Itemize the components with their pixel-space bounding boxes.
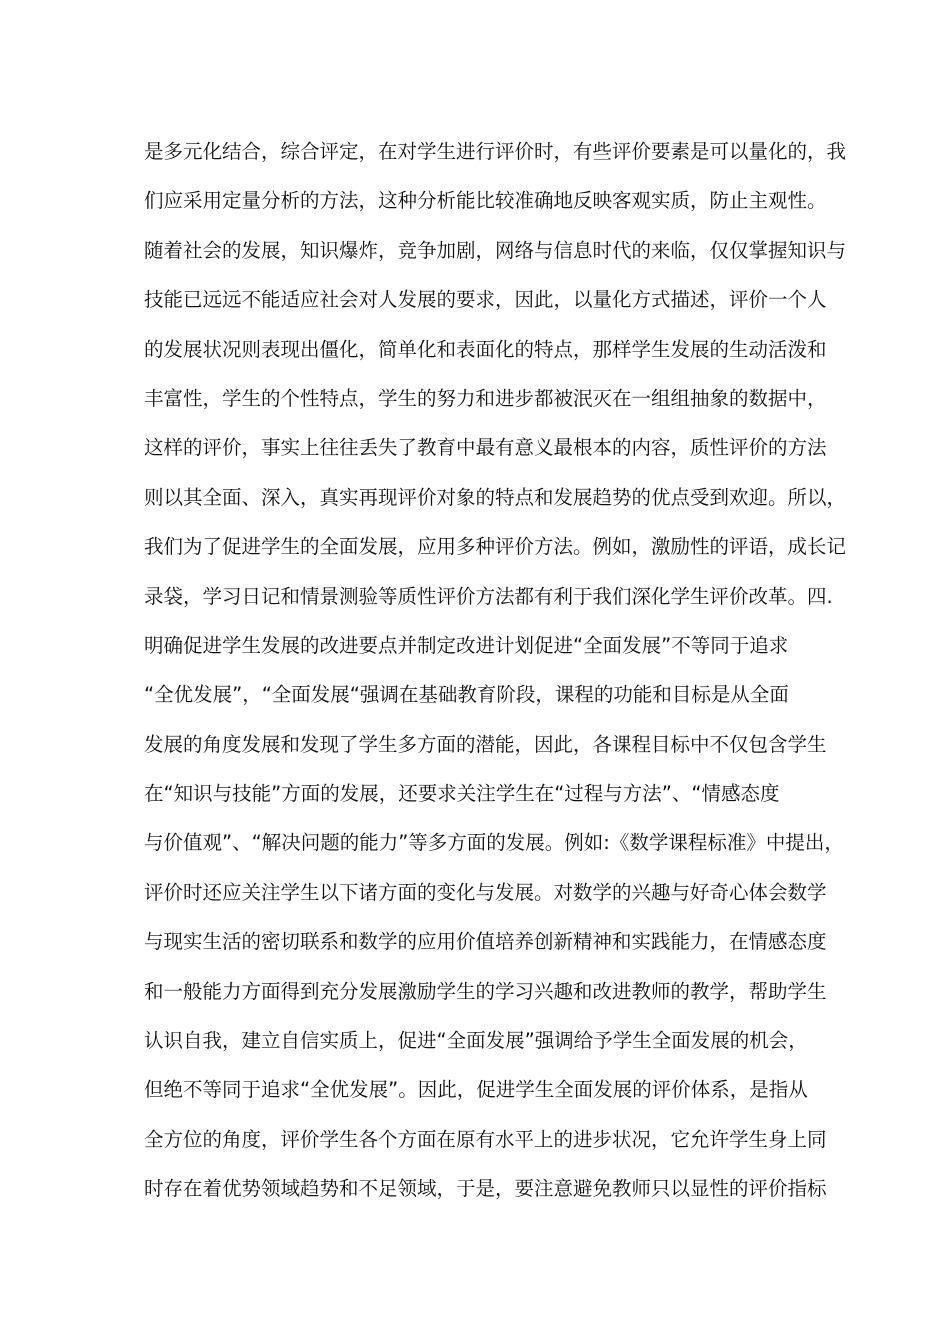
text-line: “全优发展”，“全面发展“强调在基础教育阶段，课程的功能和目标是从全面 xyxy=(144,683,789,707)
text-line: 们应采用定量分析的方法，这种分析能比较准确地反映客观实质，防止主观性。 xyxy=(144,189,827,213)
text-line: 是多元化结合，综合评定，在对学生进行评价时，有些评价要素是可以量化的，我 xyxy=(144,140,847,163)
text-line: 但绝不等同于追求“全优发展”。因此，促进学生全面发展的评价体系，是指从 xyxy=(144,1078,808,1102)
text-line: 时存在着优势领域趋势和不足领域，于是，要注意避免教师只以显性的评价指标 xyxy=(144,1177,827,1201)
text-line: 随着社会的发展，知识爆炸，竞争加剧，网络与信息时代的来临，仅仅掌握知识与 xyxy=(144,238,847,262)
text-line: 明确促进学生发展的改进要点并制定改进计划促进“全面发展”不等同于追求 xyxy=(144,633,789,657)
text-line: 技能已远远不能适应社会对人发展的要求，因此，以量化方式描述，评价一个人 xyxy=(144,288,827,312)
text-line: 我们为了促进学生的全面发展，应用多种评价方法。例如，激励性的评语，成长记 xyxy=(144,535,847,559)
text-line: 和一般能力方面得到充分发展激励学生的学习兴趣和改进教师的教学，帮助学生 xyxy=(144,979,827,1003)
text-line: 与现实生活的密切联系和数学的应用价值培养创新精神和实践能力，在情感态度 xyxy=(144,930,827,954)
text-line: 在“知识与技能”方面的发展，还要求关注学生在“过程与方法”、“情感态度 xyxy=(144,782,780,806)
text-line: 全方位的角度，评价学生各个方面在原有水平上的进步状况，它允许学生身上同 xyxy=(144,1127,827,1151)
text-line: 丰富性，学生的个性特点，学生的努力和进步都被泯灭在一组组抽象的数据中， xyxy=(144,386,827,410)
body-text xyxy=(144,132,847,1219)
text-line: 录袋，学习日记和情景测验等质性评价方法都有利于我们深化学生评价改革。四. xyxy=(144,584,833,608)
text-line: 认识自我，建立自信实质上，促进“全面发展”强调给予学生全面发展的机会， xyxy=(144,1029,808,1053)
text-line: 的发展状况则表现出僵化，简单化和表面化的特点，那样学生发展的生动活泼和 xyxy=(144,337,827,361)
text-line: 与价值观”、“解决问题的能力”等多方面的发展。例如:《数学课程标准》中提出， xyxy=(144,831,844,855)
text-line: 这样的评价，事实上往往丢失了教育中最有意义最根本的内容，质性评价的方法 xyxy=(144,436,827,460)
text-line: 则以其全面、深入，真实再现评价对象的特点和发展趋势的优点受到欢迎。所以， xyxy=(144,485,847,509)
text-line: 评价时还应关注学生以下诸方面的变化与发展。对数学的兴趣与好奇心体会数学 xyxy=(144,880,827,904)
text-line: 发展的角度发展和发现了学生多方面的潜能，因此，各课程目标中不仅包含学生 xyxy=(144,732,827,756)
